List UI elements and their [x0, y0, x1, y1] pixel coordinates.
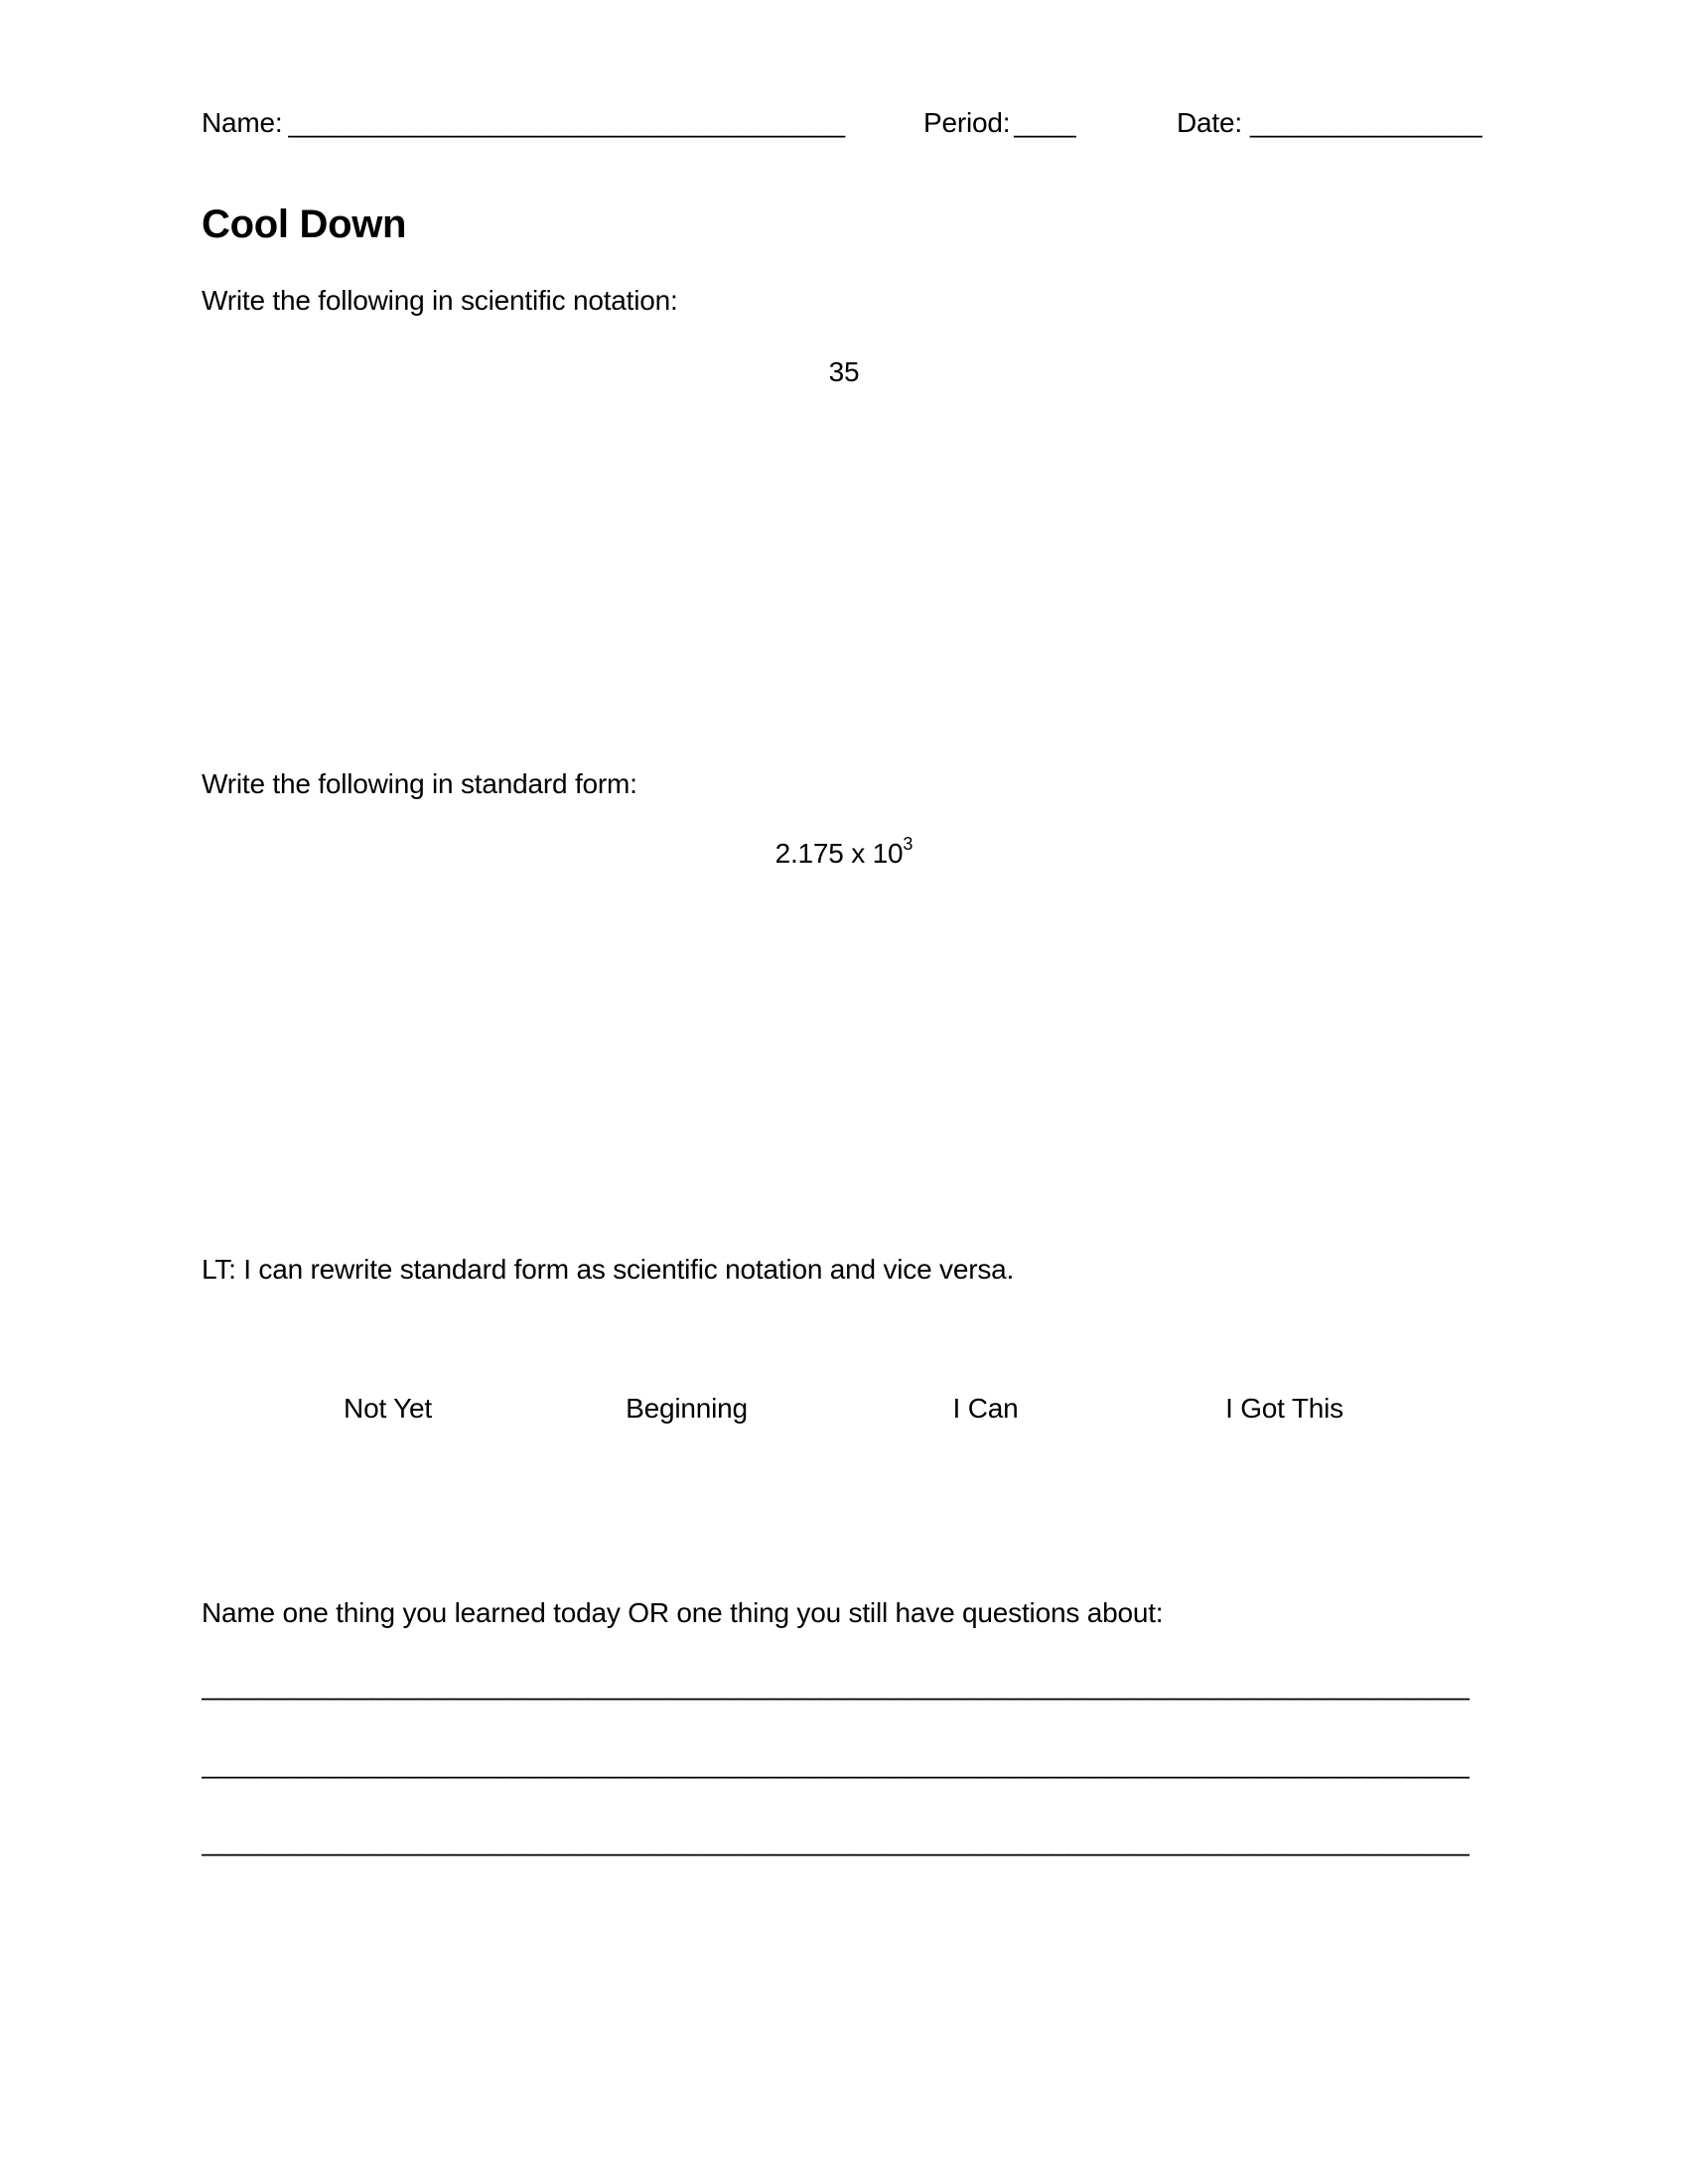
answer-line-1: __________________________________________________________________________________: [202, 1670, 1470, 1701]
period-label: Period:: [923, 107, 1011, 138]
question2-value: [0, 834, 1688, 874]
answer-line-3: __________________________________________________________________________________: [202, 1826, 1470, 1856]
rating-option-i-got-this: I Got This: [1225, 1393, 1343, 1424]
question1-prompt: Write the following in scientific notation:: [202, 285, 678, 316]
name-label: Name:: [202, 107, 283, 138]
period-blank: ____: [1014, 107, 1076, 138]
question2-value-base: 2.175 x 10: [774, 838, 904, 869]
answer-line-2: __________________________________________________________________________________: [202, 1748, 1470, 1779]
name-blank: ____________________________________: [288, 107, 846, 138]
rating-option-i-can: I Can: [952, 1393, 1019, 1424]
rating-scale: [238, 1392, 1434, 1426]
page-title: Cool Down: [202, 203, 407, 246]
name-field: [202, 106, 845, 140]
question1-value: 35: [828, 356, 860, 387]
question2-value-exponent: 3: [903, 834, 914, 854]
question2-prompt: Write the following in standard form:: [202, 768, 637, 799]
reflection-prompt: Name one thing you learned today OR one thing you still have questions about:: [202, 1597, 1164, 1628]
date-field: [1177, 106, 1482, 140]
date-blank: _______________: [1249, 107, 1482, 138]
period-field: [923, 106, 1076, 140]
rating-option-not-yet: Not Yet: [344, 1393, 432, 1424]
learning-target: LT: I can rewrite standard form as scientific notation and vice versa.: [202, 1254, 1015, 1285]
date-label: Date:: [1177, 107, 1242, 138]
rating-option-beginning: Beginning: [626, 1393, 748, 1424]
